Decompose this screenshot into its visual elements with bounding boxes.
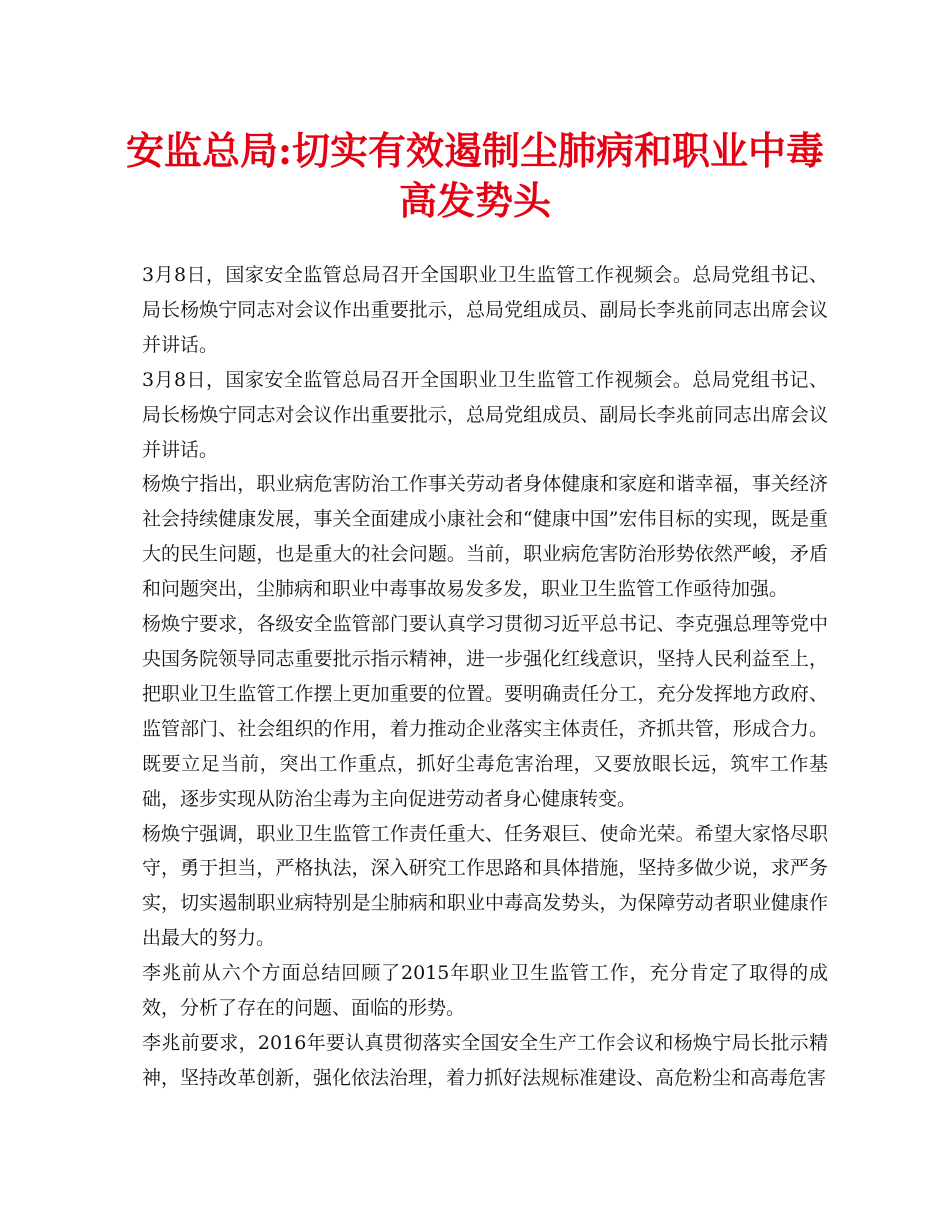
- paragraph-3: 杨焕宁指出，职业病危害防治工作事关劳动者身体健康和家庭和谐幸福，事关经济社会持续健康发展，事关全面建成小康社会和“健康中国”宏伟目标的实现，既是重大的民生问题，也是重大的社会问题。当前，职业病危害防治形势依然严峻，矛盾和问题突出，尘肺病和职业中毒事故易发多发，职业卫生监管工作亟待加强。: [142, 473, 828, 601]
- paragraph-7: 李兆前要求，2016年要认真贯彻落实全国安全生产工作会议和杨焕宁局长批示精神，坚持改革创新，强化依法治理，着力抓好法规标准建设、高危粉尘和高毒危害: [142, 1031, 828, 1089]
- document-title: 安监总局:切实有效遏制尘肺病和职业中毒高发势头: [125, 128, 825, 223]
- paragraph-5: 杨焕宁强调，职业卫生监管工作责任重大、任务艰巨、使命光荣。希望大家恪尽职守，勇于担当，严格执法，深入研究工作思路和具体措施，坚持多做少说，求严务实，切实遏制职业病特别是尘肺病和职业中毒高发势头，为保障劳动者职业健康作出最大的努力。: [142, 822, 828, 950]
- paragraph-1: 3月8日，国家安全监管总局召开全国职业卫生监管工作视频会。总局党组书记、局长杨焕宁同志对会议作出重要批示，总局党组成员、副局长李兆前同志出席会议并讲话。: [142, 264, 828, 356]
- paragraph-6: 李兆前从六个方面总结回顾了2015年职业卫生监管工作，充分肯定了取得的成效，分析了存在的问题、面临的形势。: [142, 962, 828, 1020]
- paragraph-4: 杨焕宁要求，各级安全监管部门要认真学习贯彻习近平总书记、李克强总理等党中央国务院领导同志重要批示指示精神，进一步强化红线意识，坚持人民利益至上，把职业卫生监管工作摆上更加重要的位置。要明确责任分工，充分发挥地方政府、监管部门、社会组织的作用，着力推动企业落实主体责任，齐抓共管，形成合力。既要立足当前，突出工作重点，抓好尘毒危害治理，又要放眼长远，筑牢工作基础，逐步实现从防治尘毒为主向促进劳动者身心健康转变。: [142, 613, 828, 810]
- document-body: [142, 258, 828, 1096]
- paragraph-2: 3月8日，国家安全监管总局召开全国职业卫生监管工作视频会。总局党组书记、局长杨焕宁同志对会议作出重要批示，总局党组成员、副局长李兆前同志出席会议并讲话。: [142, 368, 828, 461]
